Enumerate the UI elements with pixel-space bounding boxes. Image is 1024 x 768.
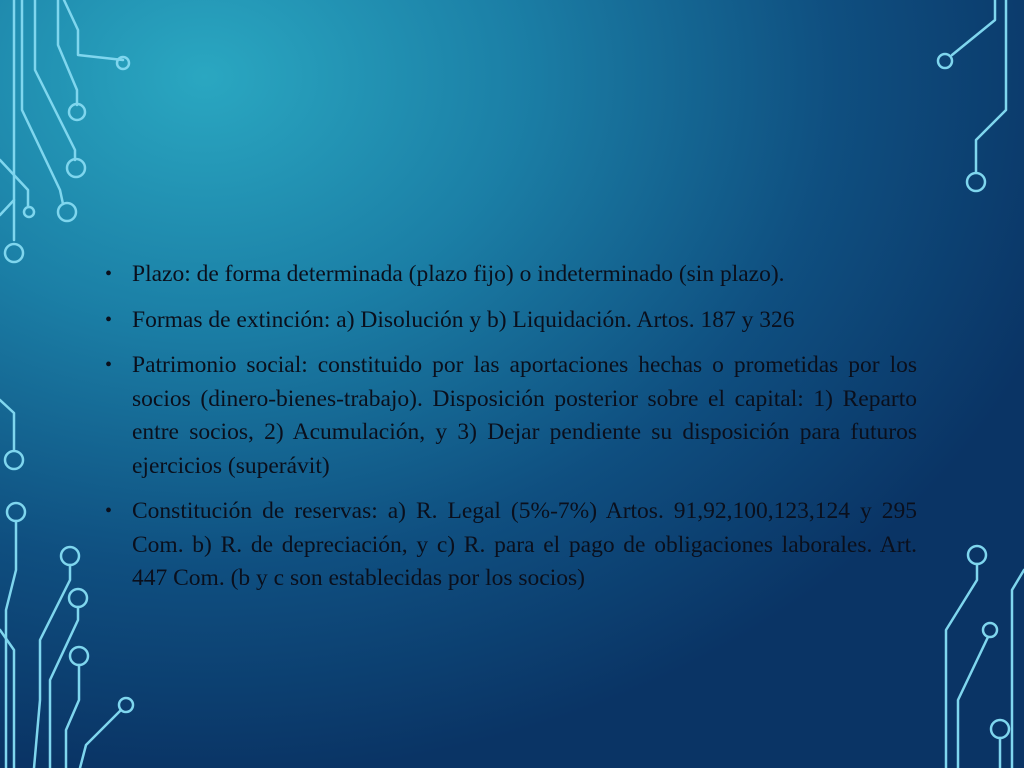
bullet-item (105, 258, 917, 292)
bullet-text-patrimonio: Patrimonio social: constituido por las aportaciones hechas o prometidas por los socios (dinero-bienes-trabajo). Disposición posterior sobre el capital: 1) Reparto entre socios, 2) Acumulación, y 3) Dejar pendiente su disposición para futuros ejercicios (superávit) (132, 352, 917, 479)
bullet-item (105, 349, 917, 483)
bullet-marker: • (105, 308, 113, 331)
circuit-left-middle (0, 400, 23, 469)
circuit-bottom-right (946, 546, 1024, 768)
bullet-marker: • (105, 354, 113, 376)
bullet-text-reservas: Constitución de reservas: a) R. Legal (5%-7%) Artos. 91,92,100,123,124 y 295 Com. b) R. de depreciación, y c) R. para el pago de obligaciones laborales. Art. 447 Com. (b y c son establecidas por los socios) (132, 498, 917, 591)
circuit-top-right (938, 0, 1006, 191)
bullet-text-plazo: Plazo: de forma determinada (plazo fijo) o indeterminado (sin plazo). (132, 261, 785, 287)
bullet-marker: • (105, 263, 113, 285)
bullet-marker: • (105, 500, 113, 522)
bullet-item (105, 304, 917, 338)
slide-content (105, 258, 917, 608)
circuit-top-left (0, 0, 129, 262)
bullet-item (105, 495, 917, 596)
bullet-text-extincion: Formas de extinción: a) Disolución y b) Liquidación. Artos. 187 y 326 (132, 306, 795, 333)
